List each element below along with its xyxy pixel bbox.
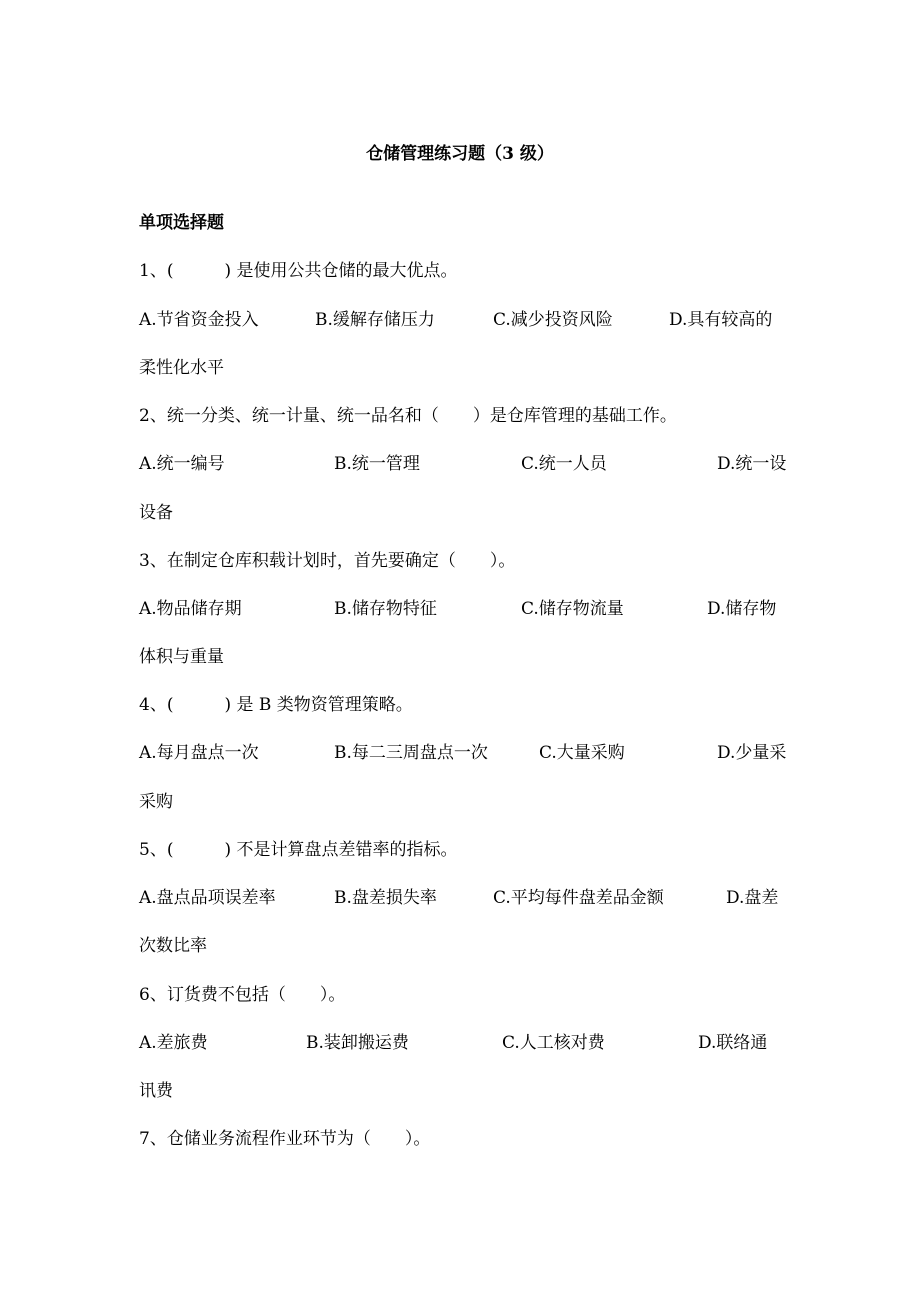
q4-continuation: 采购 (139, 792, 173, 812)
q3-option-b: B.储存物特征 (334, 599, 437, 619)
q4-option-d: D.少量采 (717, 743, 787, 763)
q6-option-b: B.装卸搬运费 (306, 1033, 409, 1053)
q4-option-b: B.每二三周盘点一次 (334, 743, 488, 763)
q2-option-c: C.统一人员 (521, 454, 607, 474)
q1-continuation: 柔性化水平 (139, 358, 224, 378)
q3-option-a: A.物品储存期 (139, 599, 242, 619)
q4-option-c: C.大量采购 (539, 743, 625, 763)
q2-option-d: D.统一设 (717, 454, 787, 474)
document-title: 仓储管理练习题（3 级） (366, 144, 554, 164)
question-2-stem: 2、统一分类、统一计量、统一品名和（ ）是仓库管理的基础工作。 (139, 406, 677, 426)
q3-option-c: C.储存物流量 (521, 599, 624, 619)
q5-option-d: D.盘差 (726, 888, 779, 908)
q2-option-a: A.统一编号 (139, 454, 225, 474)
q5-option-b: B.盘差损失率 (334, 888, 437, 908)
q2-option-b: B.统一管理 (334, 454, 420, 474)
q5-option-a: A.盘点品项误差率 (139, 888, 276, 908)
q1-option-b: B.缓解存储压力 (315, 310, 435, 330)
q6-continuation: 讯费 (139, 1081, 173, 1101)
q5-option-c: C.平均每件盘差品金额 (493, 888, 664, 908)
q4-option-a: A.每月盘点一次 (139, 743, 259, 763)
q3-option-d: D.储存物 (707, 599, 777, 619)
section-heading: 单项选择题 (139, 213, 224, 233)
question-6-stem: 6、订货费不包括（ ）。 (139, 985, 346, 1005)
question-3-stem: 3、在制定仓库积载计划时，首先要确定（ ）。 (139, 551, 516, 571)
question-7-stem: 7、仓储业务流程作业环节为（ ）。 (139, 1129, 431, 1149)
question-4-stem: 4、( ) 是 B 类物资管理策略。 (139, 695, 413, 715)
q2-continuation: 设备 (139, 503, 173, 523)
q1-option-a: A.节省资金投入 (139, 310, 259, 330)
q1-option-c: C.减少投资风险 (493, 310, 613, 330)
q1-option-d: D.具有较高的 (669, 310, 773, 330)
q6-option-d: D.联络通 (698, 1033, 768, 1053)
q6-option-a: A.差旅费 (139, 1033, 208, 1053)
question-5-stem: 5、( ) 不是计算盘点差错率的指标。 (139, 840, 458, 860)
q6-option-c: C.人工核对费 (502, 1033, 605, 1053)
q3-continuation: 体积与重量 (139, 647, 224, 667)
question-1-stem: 1、( ) 是使用公共仓储的最大优点。 (139, 261, 458, 281)
q5-continuation: 次数比率 (139, 936, 207, 956)
